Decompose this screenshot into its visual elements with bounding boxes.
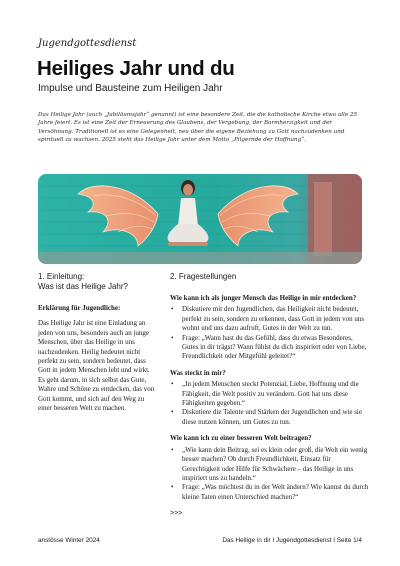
continue-marker: >>> [170,510,183,518]
page-subtitle: Impulse und Bausteine zum Heiligen Jahr [38,83,223,94]
footer-left: anstösse Winter 2024 [38,537,100,544]
heading-line-2: Was ist das Heilige Jahr? [38,282,128,291]
left-column [38,272,156,413]
bullet-list [170,446,370,502]
bullet-list [170,380,370,427]
list-item: • „Wie kann dein Beitrag, sei es klein oder groß, die Welt ein wenig besser machen? Ob durch Freundlichkeit, Einsatz für Gerechtigkeit oder Hilfe für Schwächere – das Heilige in uns inspiriert uns zu handeln.“ [170,446,370,484]
question-heading: Was steckt in mir? [170,368,226,377]
intro-body: Das Heilige Jahr ist eine Einladung an jeden von uns, besonders auch an junge Menschen, über das Heilige in uns nachzudenken. Heilig bedeutet nicht perfekt zu sein, sondern bedeutet, dass Gott in jedem Menschen lebt und wirkt. Es geht darum, in sich selbst das Gute, Wahre und Schöne zu entdecken, das von Gott kommt, und sich auf den Weg zu einer besseren Welt zu machen. [38,319,155,413]
list-item: • „In jedem Menschen steckt Potenzial, Liebe, Hoffnung und die Fähigkeit, die Welt positiv zu verändern. Gott hat uns diese Fähigkeiten gegeben.“ [170,380,370,408]
list-item: • Diskutiere die Talente und Stärken der Jugendlichen und wie sie diese nutzen können, um Gutes zu tun. [170,408,370,427]
intro-text: Das Heilige Jahr (auch „Jubiläumsjahr“ genannt) ist eine besondere Zeit, die die katholische Kirche etwa alle 25 Jahre feiert. Es ist eine Zeit der Erneuerung des Glaubens, der Vergebung, der Barmherzigkeit und der Versöhnung. Traditionell ist es eine Gelegenheit, neu über die eigene Beziehung zu Gott nachzudenken und spirituell zu wachsen. 2025 steht das Heilige Jahr unter dem Motto „Pilgernde der Hoffnung“. [38,112,358,144]
right-column [170,272,370,519]
bullet-list [170,305,370,361]
subheading: Erklärung für Jugendliche: [38,304,121,312]
list-item: • Diskutiere mit den Jugendlichen, das Heiligkeit nicht bedeutet, perfekt zu sein, sondern zu erkennen, dass Gott in jedem von uns wohnt und uns dazu aufruft, Gutes in der Welt zu tun. [170,305,370,333]
question-heading: Wie kann ich zu einer besseren Welt beitragen? [170,434,312,443]
list-item: • Frage: „Wann hast du das Gefühl, dass du etwas Besonderes, Gutes in dir trägst? Wann fühlst du dich inspiriert oder von Liebe, Freundlichkeit oder Mitgefühl geleitet?“ [170,334,370,362]
kicker: Jugendgottesdienst [38,38,137,49]
question-heading: Wie kann ich als junger Mensch das Heilige in mir entdecken? [170,294,357,302]
section-heading-questions: 2. Fragestellungen [170,272,237,281]
list-item: • Frage: „Was möchtest du in der Welt ändern? Wie kannst du durch kleine Taten einen Unterschied machen?“ [170,483,370,502]
footer-right: Das Heilige in dir I Jugendgottesdienst I Seite 1/4 [222,537,362,544]
page-title: Heiliges Jahr und du [37,57,235,80]
section-heading-introduction [38,272,156,292]
woman-with-wings-mural-image [38,174,362,264]
heading-line-1: 1. Einleitung: [38,272,85,281]
